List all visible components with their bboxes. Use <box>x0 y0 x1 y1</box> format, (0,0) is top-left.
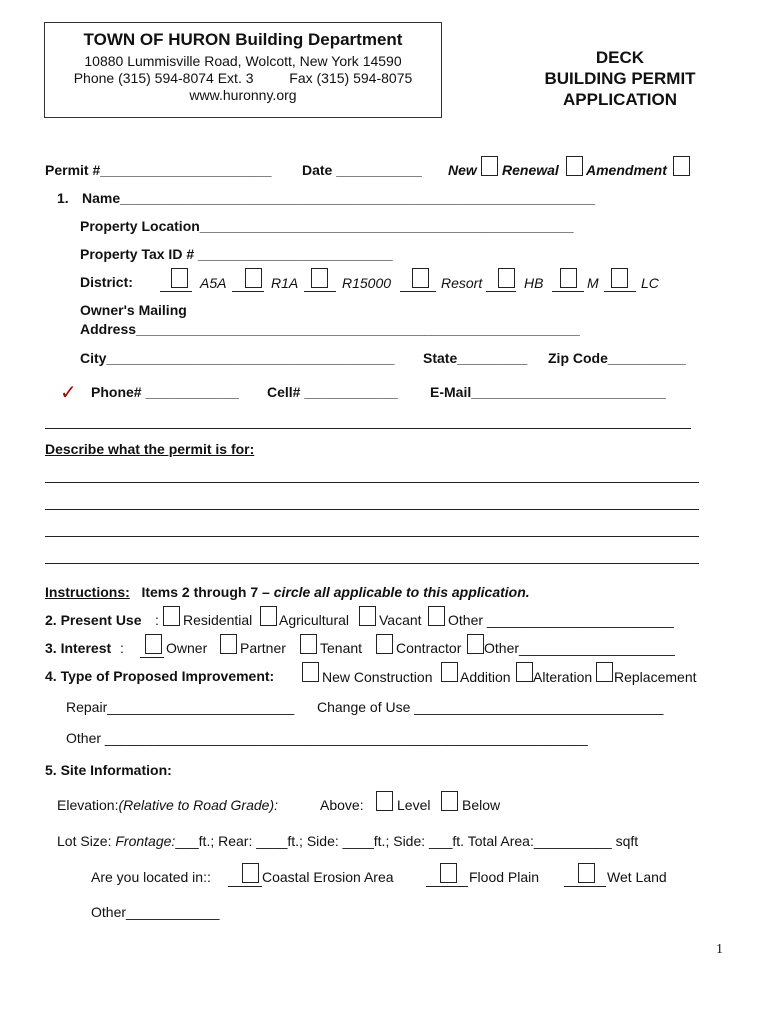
department-website: www.huronny.org <box>189 87 297 103</box>
renewal-label: Renewal <box>502 162 559 178</box>
district-r15000-blank <box>304 291 336 292</box>
interest-tenant-label: Tenant <box>320 640 363 656</box>
wet-land-blank <box>564 886 606 887</box>
district-hb-label: HB <box>524 275 544 291</box>
present-use-agricultural-label: Agricultural <box>279 612 350 628</box>
district-resort-label: Resort <box>441 275 483 291</box>
district-r1a-checkbox[interactable] <box>245 268 262 288</box>
present-use-label: 2. Present Use <box>45 612 142 628</box>
check-mark-icon: ✓ <box>60 382 77 404</box>
department-address: 10880 Lummisville Road, Wolcott, New York 14590 <box>84 53 402 69</box>
coastal-blank <box>228 886 262 887</box>
interest-tenant-checkbox[interactable] <box>300 634 317 654</box>
permit-number-field[interactable]: Permit #______________________ <box>45 162 272 178</box>
department-title: TOWN OF HURON Building Department <box>83 30 403 49</box>
interest-label: 3. Interest <box>45 640 112 656</box>
department-phone: Phone (315) 594-8074 Ext. 3 <box>73 70 254 86</box>
district-lc-blank <box>604 291 636 292</box>
name-field[interactable]: Name_____________________________________________________________ <box>82 190 596 206</box>
interest-partner-label: Partner <box>240 640 286 656</box>
improvement-other-field[interactable]: Other ______________________________________________________________ <box>66 730 588 746</box>
phone-field[interactable]: Phone# ____________ <box>91 384 239 400</box>
interest-partner-checkbox[interactable] <box>220 634 237 654</box>
improvement-replacement-label: Replacement <box>614 669 697 685</box>
district-hb-blank <box>486 291 516 292</box>
section-divider <box>45 428 691 429</box>
form-title <box>540 47 700 110</box>
present-use-agricultural-checkbox[interactable] <box>260 606 277 626</box>
district-r1a-blank <box>232 291 264 292</box>
amendment-label: Amendment <box>586 162 667 178</box>
improvement-addition-checkbox[interactable] <box>441 662 458 682</box>
district-r15000-label: R15000 <box>342 275 392 291</box>
city-field[interactable]: City_____________________________________ <box>80 350 395 366</box>
lot-size-field[interactable] <box>57 833 638 849</box>
improvement-new-construction-checkbox[interactable] <box>302 662 319 682</box>
district-a5a-blank <box>160 291 192 292</box>
state-field[interactable]: State_________ <box>423 350 528 366</box>
interest-contractor-checkbox[interactable] <box>376 634 393 654</box>
improvement-new-construction-label: New Construction <box>322 669 433 685</box>
cell-field[interactable]: Cell# ____________ <box>267 384 398 400</box>
located-in-label: Are you located in:: <box>91 869 211 885</box>
improvement-alteration-checkbox[interactable] <box>516 662 533 682</box>
elevation-above-checkbox[interactable] <box>376 791 393 811</box>
form-title-line2: BUILDING PERMIT <box>544 69 696 88</box>
page-number: 1 <box>716 942 723 957</box>
instructions <box>45 584 530 600</box>
department-phone-fax <box>45 70 441 86</box>
interest-owner-blank <box>140 657 164 658</box>
form-title-line1: DECK <box>595 48 645 67</box>
department-fax: Fax (315) 594-8075 <box>289 70 413 86</box>
present-use-other-field[interactable]: Other ________________________ <box>448 612 674 628</box>
describe-line-2[interactable] <box>45 509 699 510</box>
email-field[interactable]: E-Mail_________________________ <box>430 384 666 400</box>
site-information-label: 5. Site Information: <box>45 762 172 778</box>
describe-permit-label: Describe what the permit is for: <box>45 441 255 457</box>
describe-line-3[interactable] <box>45 536 699 537</box>
date-field[interactable]: Date ___________ <box>302 162 422 178</box>
district-resort-blank <box>400 291 436 292</box>
district-label: District: <box>80 274 133 290</box>
lot-size-dimensions: ___ft.; Rear: ____ft.; Side: ____ft.; Side: ___ft. Total Area:__________ sqft <box>175 833 639 849</box>
property-tax-id-field[interactable]: Property Tax ID # _________________________ <box>80 246 393 262</box>
district-lc-label: LC <box>641 275 659 291</box>
improvement-type-label: 4. Type of Proposed Improvement: <box>45 668 275 684</box>
flood-plain-label: Flood Plain <box>469 869 540 885</box>
present-use-residential-label: Residential <box>183 612 253 628</box>
elevation-text: Elevation: <box>57 797 119 813</box>
district-a5a-label: A5A <box>200 275 227 291</box>
interest-colon: : <box>120 640 124 656</box>
lot-size-label: Lot Size: <box>57 833 112 849</box>
wet-land-checkbox[interactable] <box>578 863 595 883</box>
zip-code-field[interactable]: Zip Code__________ <box>548 350 686 366</box>
elevation-label <box>57 797 278 813</box>
interest-contractor-label: Contractor <box>396 640 462 656</box>
present-use-other-checkbox[interactable] <box>428 606 445 626</box>
new-label: New <box>448 162 477 178</box>
present-use-colon: : <box>155 612 159 628</box>
new-checkbox[interactable] <box>481 156 498 176</box>
mailing-address-field[interactable]: Address_________________________________________________________ <box>80 321 580 337</box>
interest-owner-checkbox[interactable] <box>145 634 162 654</box>
flood-blank <box>426 886 468 887</box>
change-of-use-field[interactable]: Change of Use ________________________________ <box>317 699 664 715</box>
district-hb-checkbox[interactable] <box>498 268 515 288</box>
instructions-text: Items 2 through 7 – <box>141 584 270 600</box>
wet-land-label: Wet Land <box>607 869 667 885</box>
coastal-erosion-checkbox[interactable] <box>242 863 259 883</box>
present-use-residential-checkbox[interactable] <box>163 606 180 626</box>
above-label: Above: <box>320 797 364 813</box>
owners-mailing-label: Owner's Mailing <box>80 302 187 318</box>
describe-line-4[interactable] <box>45 563 699 564</box>
instructions-label: Instructions: <box>45 584 130 600</box>
site-other-field[interactable]: Other____________ <box>91 904 220 920</box>
below-label: Below <box>462 797 501 813</box>
district-r15000-checkbox[interactable] <box>311 268 328 288</box>
present-use-vacant-checkbox[interactable] <box>359 606 376 626</box>
form-title-line3: APPLICATION <box>563 90 677 109</box>
property-location-field[interactable]: Property Location________________________________________________ <box>80 218 574 234</box>
coastal-erosion-label: Coastal Erosion Area <box>262 869 394 885</box>
district-m-label: M <box>587 275 599 291</box>
interest-owner-label: Owner <box>166 640 208 656</box>
flood-plain-checkbox[interactable] <box>440 863 457 883</box>
elevation-note: (Relative to Road Grade): <box>118 797 279 813</box>
improvement-alteration-label: Alteration <box>533 669 593 685</box>
frontage-label: Frontage: <box>115 833 176 849</box>
district-r1a-label: R1A <box>271 275 299 291</box>
interest-other-field[interactable]: Other____________________ <box>484 640 675 656</box>
section-1-number: 1. <box>57 190 69 206</box>
renewal-checkbox[interactable] <box>566 156 583 176</box>
interest-other-checkbox[interactable] <box>467 634 484 654</box>
elevation-level-checkbox[interactable] <box>441 791 458 811</box>
improvement-replacement-checkbox[interactable] <box>596 662 613 682</box>
present-use-vacant-label: Vacant <box>379 612 422 628</box>
amendment-checkbox[interactable] <box>673 156 690 176</box>
level-label: Level <box>397 797 431 813</box>
department-header <box>44 22 442 118</box>
district-resort-checkbox[interactable] <box>412 268 429 288</box>
district-lc-checkbox[interactable] <box>611 268 628 288</box>
repair-field[interactable]: Repair________________________ <box>66 699 295 715</box>
district-m-blank <box>552 291 584 292</box>
district-m-checkbox[interactable] <box>560 268 577 288</box>
improvement-addition-label: Addition <box>460 669 511 685</box>
instructions-emphasis: circle all applicable to this application. <box>273 584 530 600</box>
describe-line-1[interactable] <box>45 482 699 483</box>
district-a5a-checkbox[interactable] <box>171 268 188 288</box>
